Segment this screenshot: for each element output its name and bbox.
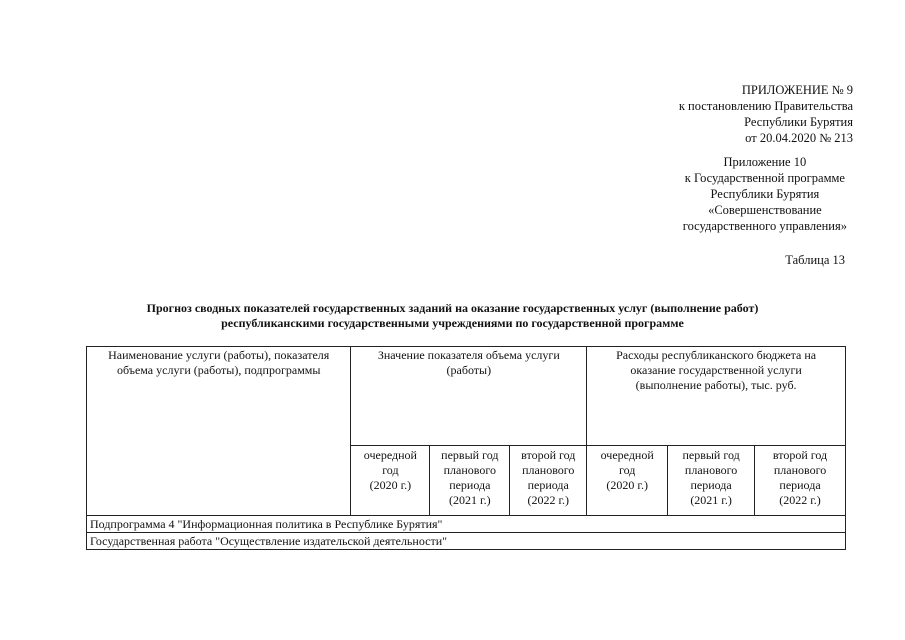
header-budget-expenses: Расходы республиканского бюджета на оказание государственной услуги (выполнение работы), тыс. руб. xyxy=(587,347,846,446)
appendix-9-line: от 20.04.2020 № 213 xyxy=(745,131,853,145)
period-header: второй год планового периода (2022 г.) xyxy=(510,446,587,516)
table-number: Таблица 13 xyxy=(785,253,845,267)
document-title-line-1: Прогноз сводных показателей государственных заданий на оказание государственных услуг (выполнение работ) xyxy=(146,301,759,315)
period-header: первый год планового периода (2021 г.) xyxy=(668,446,755,516)
period-header: первый год планового периода (2021 г.) xyxy=(430,446,510,516)
header-service-name: Наименование услуги (работы), показателя объема услуги (работы), подпрограммы xyxy=(87,347,351,516)
appendix-9-line: к постановлению Правительства xyxy=(678,99,853,113)
appendix-10-line: Республики Бурятия xyxy=(710,187,820,201)
table-row xyxy=(87,533,846,550)
forecast-table xyxy=(86,346,846,550)
appendix-9-line: Республики Бурятия xyxy=(744,115,853,129)
appendix-9-line: ПРИЛОЖЕНИЕ № 9 xyxy=(741,83,853,97)
table-header-row xyxy=(87,347,846,446)
period-header: очередной год (2020 г.) xyxy=(351,446,430,516)
appendix-10-header xyxy=(683,154,847,234)
appendix-10-line: «Совершенствование xyxy=(708,203,822,217)
appendix-10-line: к Государственной программе xyxy=(684,171,845,185)
period-header: очередной год (2020 г.) xyxy=(587,446,668,516)
header-volume-value: Значение показателя объема услуги (работы) xyxy=(351,347,587,446)
subprogram-row: Подпрограмма 4 "Информационная политика в Республике Бурятия" xyxy=(87,516,846,533)
appendix-10-line: государственного управления» xyxy=(682,219,847,233)
state-work-row: Государственная работа "Осуществление издательской деятельности" xyxy=(87,533,846,550)
appendix-9-header xyxy=(679,82,853,146)
document-title-line-2: республиканскими государственными учреждениями по государственной программе xyxy=(221,316,684,330)
appendix-10-line: Приложение 10 xyxy=(723,155,807,169)
table-row xyxy=(87,516,846,533)
document-title xyxy=(0,301,905,331)
period-header: второй год планового периода (2022 г.) xyxy=(755,446,846,516)
